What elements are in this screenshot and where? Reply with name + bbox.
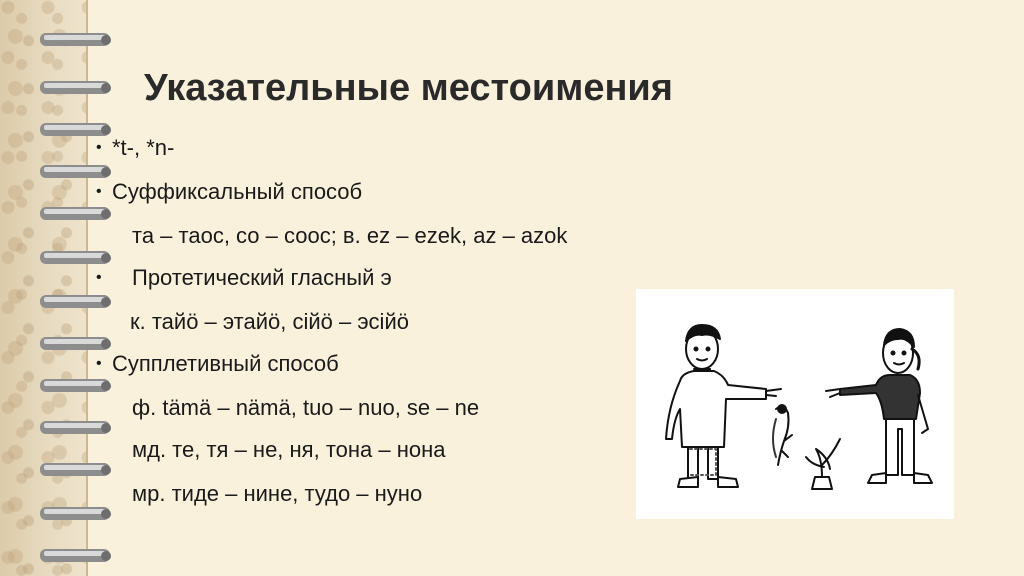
list-item-text: ф. tämä – nämä, tuo – nuo, se – ne <box>132 395 480 420</box>
binder-ring-icon <box>40 548 114 564</box>
list-item <box>132 218 567 254</box>
binder-ring-icon <box>40 462 114 478</box>
list-item-text: к. тайӧ – этайӧ, сійӧ – эсійӧ <box>130 309 409 334</box>
list-item-text: Супплетивный способ <box>112 351 339 376</box>
list-item <box>132 390 479 426</box>
bullet-marker: • <box>96 355 102 372</box>
slide-title: Указательные местоимения <box>144 67 673 109</box>
binder-ring-icon <box>40 32 114 48</box>
list-item <box>132 476 422 512</box>
bullet-marker: • <box>96 139 102 156</box>
list-item-text: та – таос, со – соос; в. ez – ezek, az – azok <box>132 223 568 248</box>
list-item-text: Протетический гласный э <box>132 265 392 290</box>
list-item-text: *t-, *n- <box>112 135 175 160</box>
binder-ring-icon <box>40 506 114 522</box>
list-item <box>132 432 446 468</box>
list-item <box>96 130 174 166</box>
list-item <box>96 260 392 296</box>
two-people-pointing-at-parrot-icon <box>636 289 954 519</box>
binder-ring-icon <box>40 420 114 436</box>
list-item <box>96 346 339 382</box>
binder-ring-icon <box>40 294 114 310</box>
list-item-text: мр. тиде – нине, тудо – нуно <box>132 481 423 506</box>
pointing-people-illustration <box>636 289 954 519</box>
list-item <box>96 174 362 210</box>
list-item-text: мд. те, тя – не, ня, тона – нона <box>132 437 446 462</box>
list-item-text: Суффиксальный способ <box>112 179 363 204</box>
binder-ring-icon <box>40 80 114 96</box>
bullet-marker: • <box>96 183 102 200</box>
bullet-marker: • <box>96 269 102 286</box>
list-item <box>130 304 409 340</box>
